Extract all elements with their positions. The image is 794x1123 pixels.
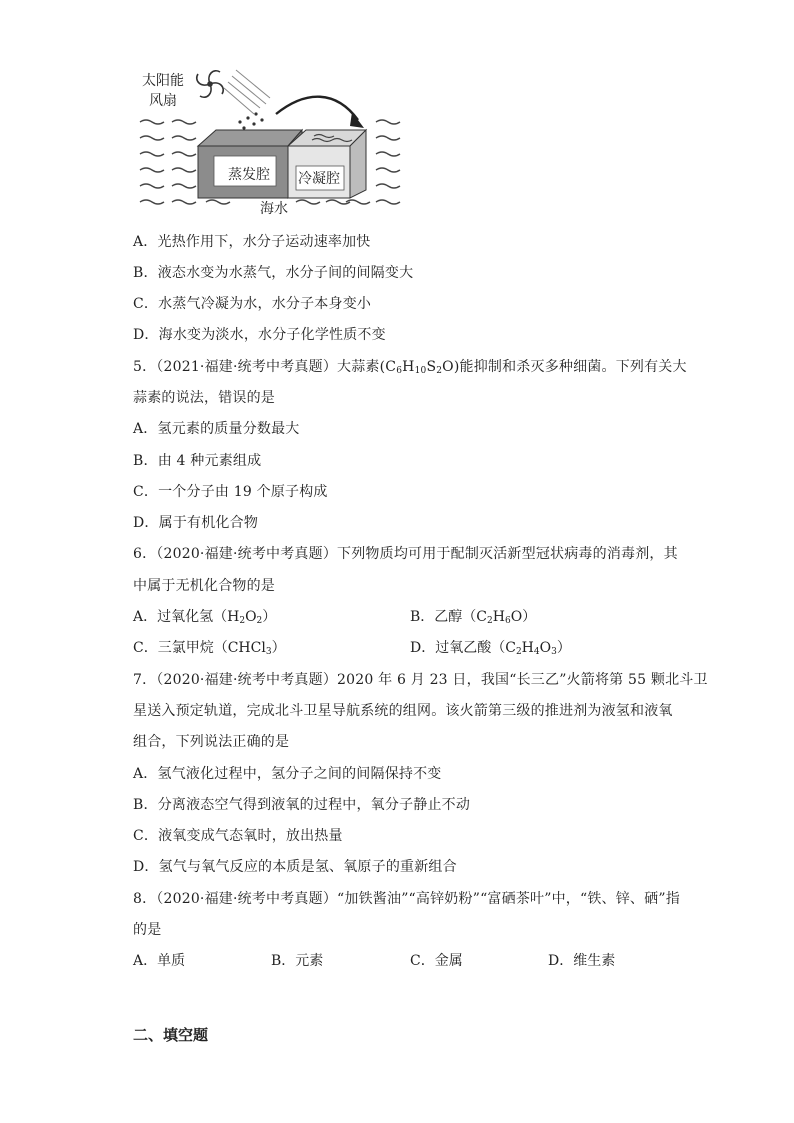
q8-option-c: C．金属 — [410, 953, 463, 969]
q7-option-d: D．氢气与氧气反应的本质是氢、氧原子的重新组合 — [133, 859, 457, 875]
q6-stem-line2: 中属于无机化合物的是 — [133, 578, 275, 594]
q7-option-c: C．液氧变成气态氧时，放出热量 — [133, 828, 343, 844]
solar-label: 太阳能 — [142, 73, 184, 89]
q4-option-c: C．水蒸气冷凝为水，水分子本身变小 — [133, 296, 372, 312]
q6-option-b: B．乙醇$(C_2H_6O)$ — [410, 609, 537, 626]
q8-option-b: B．元素 — [271, 953, 324, 969]
q8-option-d: D．维生素 — [548, 953, 616, 969]
q4-option-d: D．海水变为淡水，水分子化学性质不变 — [133, 327, 386, 343]
condensation-chamber-label: 冷凝腔 — [298, 171, 340, 187]
q6-option-a: A．过氧化氢$(H_2O_2)$ — [133, 609, 277, 626]
q7-stem-line1: 7．（2020·福建·统考中考真题）2020 年 6 月 23 日，我国“长三乙”火箭将第 55 颗北斗卫 — [133, 672, 708, 688]
q4-option-b: B．液态水变为水蒸气，水分子间的间隔变大 — [133, 265, 414, 281]
section-title-fill-in: 二、填空题 — [133, 1026, 209, 1044]
q8-options-row — [133, 951, 693, 971]
q6-option-c: C．三氯甲烷（CHCl$_3$） — [133, 640, 286, 657]
q6-stem-line1: 6．（2020·福建·统考中考真题）下列物质均可用于配制灭活新型冠状病毒的消毒剂，其 — [133, 546, 678, 562]
q7-option-a: A．氢气液化过程中，氢分子之间的间隔保持不变 — [133, 766, 442, 782]
q6-option-d: D．过氧乙酸$(C_2H_4O_3)$ — [410, 640, 571, 657]
fan-label: 风扇 — [149, 93, 177, 109]
q8-stem-line2: 的是 — [133, 922, 162, 938]
seawater-label: 海水 — [260, 201, 288, 217]
q7-stem-line3: 组合，下列说法正确的是 — [133, 734, 290, 750]
q6-options-row2 — [133, 638, 693, 658]
q7-option-b: B．分离液态空气得到液氧的过程中，氧分子静止不动 — [133, 797, 471, 813]
evaporation-chamber-label: 蒸发腔 — [228, 167, 270, 183]
q5-option-b: B．由 4 种元素组成 — [133, 453, 262, 469]
q5-stem-line2: 蒜素的说法，错误的是 — [133, 390, 275, 406]
q8-stem-line1: 8．（2020·福建·统考中考真题）“加铁酱油”“高锌奶粉”“富硒茶叶”中，“铁、锌、硒”指 — [133, 891, 680, 907]
q4-option-a: A．光热作用下，水分子运动速率加快 — [133, 234, 371, 250]
q6-options-row1 — [133, 607, 693, 627]
q7-stem-line2: 星送入预定轨道，完成北斗卫星导航系统的组网。该火箭第三级的推进剂为液氢和液氧 — [133, 703, 673, 719]
desalination-figure — [136, 62, 416, 222]
q5-option-d: D．属于有机化合物 — [133, 515, 259, 531]
q5-stem-line1: 5．（2021·福建·统考中考真题）大蒜素$(C_6H_{10}S_2O)$能抑制和杀灭多种细菌。下列有关大 — [133, 359, 687, 376]
q5-option-a: A．氢元素的质量分数最大 — [133, 421, 300, 437]
q5-option-c: C．一个分子由 19 个原子构成 — [133, 484, 328, 500]
q8-option-a: A．单质 — [133, 953, 186, 969]
